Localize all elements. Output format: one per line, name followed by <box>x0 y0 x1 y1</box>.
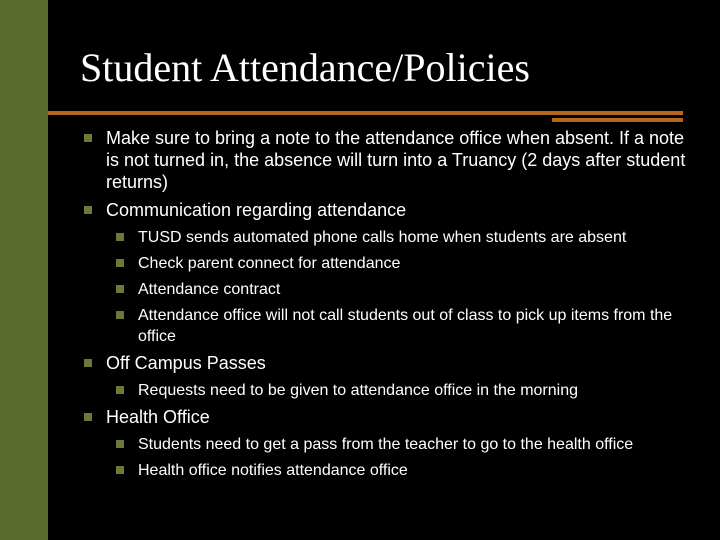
sub-bullet-text: Attendance contract <box>138 281 281 298</box>
sub-bullet-text: Health office notifies attendance office <box>138 462 408 479</box>
square-bullet-icon <box>116 466 124 474</box>
bullet-text: Off Campus Passes <box>106 353 266 373</box>
square-bullet-icon <box>84 413 92 421</box>
sub-bullet <box>58 227 688 248</box>
square-bullet-icon <box>116 233 124 241</box>
bullet-health-office <box>58 406 688 428</box>
square-bullet-icon <box>84 134 92 142</box>
sub-bullet <box>58 434 688 455</box>
sub-bullet <box>58 460 688 481</box>
bullet-text: Communication regarding attendance <box>106 200 407 220</box>
bullet-text: Health Office <box>106 407 210 427</box>
title-rule-bottom <box>552 118 683 122</box>
sidebar-accent <box>0 0 48 540</box>
sub-bullet-text: Check parent connect for attendance <box>138 255 401 272</box>
sub-bullet <box>58 253 688 274</box>
bullet-communication <box>58 199 688 221</box>
bullet-off-campus <box>58 352 688 374</box>
square-bullet-icon <box>116 440 124 448</box>
sub-bullet-text: Students need to get a pass from the teacher to go to the health office <box>138 436 634 453</box>
sub-bullet-text: Attendance office will not call students out of class to pick up items from the office <box>138 307 673 345</box>
sub-bullet <box>58 279 688 300</box>
square-bullet-icon <box>116 259 124 267</box>
sub-bullet-text: TUSD sends automated phone calls home when students are absent <box>138 229 627 246</box>
square-bullet-icon <box>84 359 92 367</box>
title-rule-top <box>48 111 683 115</box>
square-bullet-icon <box>116 311 124 319</box>
sub-bullet-text: Requests need to be given to attendance office in the morning <box>138 382 579 399</box>
square-bullet-icon <box>116 285 124 293</box>
bullet-note <box>58 127 688 193</box>
slide-title: Student Attendance/Policies <box>80 45 530 90</box>
bullet-text: Make sure to bring a note to the attendance office when absent. If a note is not turned in, the absence will turn into a Truancy (2 days after student returns) <box>106 128 686 192</box>
slide-content <box>58 127 688 486</box>
sub-bullet <box>58 380 688 401</box>
square-bullet-icon <box>84 206 92 214</box>
square-bullet-icon <box>116 386 124 394</box>
sub-bullet <box>58 305 688 347</box>
